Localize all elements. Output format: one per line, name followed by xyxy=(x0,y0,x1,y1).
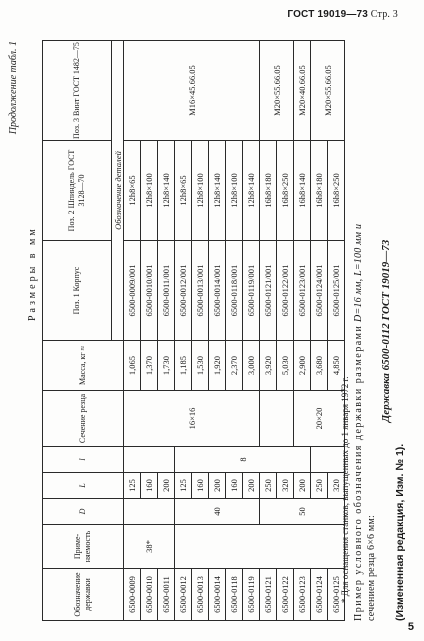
cell-pos3: M20×55.66.05 xyxy=(311,41,345,141)
cell-applicability: 38* xyxy=(124,525,175,569)
cell-pos1: 6500-0123/001 xyxy=(294,241,311,341)
page-header-page: Стр. 3 xyxy=(370,9,398,20)
cell-L: 125 xyxy=(124,473,141,499)
cell-designation: 6500-0010 xyxy=(141,569,158,621)
cell-mass: 1,530 xyxy=(192,341,209,391)
cell-L: 200 xyxy=(294,473,311,499)
cell-pos1: 6500-0125/001 xyxy=(328,241,345,341)
cell-pos2: 16h8×140 xyxy=(294,141,311,241)
cell-section: 20×20 xyxy=(294,391,345,447)
col-header-section: Сечение резца xyxy=(43,391,124,447)
col-header-pos2: Поз. 2 Шпиндель ГОСТ 3128—70 xyxy=(43,141,112,241)
cell-designation: 6500-0009 xyxy=(124,569,141,621)
col-header-l: l xyxy=(43,447,124,473)
cell-pos1: 6500-0118/001 xyxy=(226,241,243,341)
cell-mass: 1,185 xyxy=(175,341,192,391)
cell-pos1: 6500-0009/001 xyxy=(124,241,141,341)
cell-pos3: M16×45.66.05 xyxy=(124,41,260,141)
cell-pos2: 16h8×180 xyxy=(260,141,277,241)
cell-pos2: 16h8×180 xyxy=(311,141,328,241)
cell-mass: 1,920 xyxy=(209,341,226,391)
cell-pos3: M20×55.66.05 xyxy=(260,41,294,141)
cell-D: 50 xyxy=(260,499,345,525)
cell-designation: 6500-0119 xyxy=(243,569,260,621)
cell-pos1: 6500-0014/001 xyxy=(209,241,226,341)
rotated-sheet xyxy=(6,41,416,621)
cell-designation: 6500-0121 xyxy=(260,569,277,621)
cell-pos1: 6500-0119/001 xyxy=(243,241,260,341)
col-header-mass: Масса, кг ≈ xyxy=(43,341,124,391)
cell-mass: 3,680 xyxy=(311,341,328,391)
cell-pos1: 6500-0121/001 xyxy=(260,241,277,341)
cell-L: 200 xyxy=(158,473,175,499)
cell-L: 125 xyxy=(175,473,192,499)
cell-designation: 6500-0123 xyxy=(294,569,311,621)
page-header-gost: ГОСТ 19019—73 xyxy=(287,9,369,20)
example-line2: сечением резца 6×6 мм: xyxy=(366,515,377,621)
cell-pos1: 6500-0011/001 xyxy=(158,241,175,341)
cell-designation: 6500-0013 xyxy=(192,569,209,621)
cell-pos2: 12h8×140 xyxy=(158,141,175,241)
cell-pos1: 6500-0122/001 xyxy=(277,241,294,341)
cell-pos1: 6500-0010/001 xyxy=(141,241,158,341)
cell-pos1: 6500-0013/001 xyxy=(192,241,209,341)
cell-mass: 2,370 xyxy=(226,341,243,391)
col-header-pos3: Поз. 3 Винт ГОСТ 1482—75 xyxy=(43,41,112,141)
example-lead: Пример условного обозначения державки размерами xyxy=(353,324,364,621)
col-header-L: L xyxy=(43,473,124,499)
cell-l: 8 xyxy=(175,447,311,473)
cell-pos2: 12h8×65 xyxy=(124,141,141,241)
cell-designation: 6500-0125 xyxy=(328,569,345,621)
cell-section xyxy=(260,391,294,447)
table-header-row xyxy=(43,41,112,621)
footnote: * Для оснащения станков, выпущенных до 1 января 1972 г. xyxy=(340,376,350,603)
cell-designation: 6500-0124 xyxy=(311,569,328,621)
cell-mass: 1,370 xyxy=(141,341,158,391)
col-header-D: D xyxy=(43,499,124,525)
cell-designation: 6500-0118 xyxy=(226,569,243,621)
cell-mass: 3,000 xyxy=(243,341,260,391)
cell-pos3: M20×40.66.05 xyxy=(294,41,311,141)
cell-L: 160 xyxy=(226,473,243,499)
cell-l xyxy=(124,447,175,473)
sizes-caption: Размеры в мм xyxy=(27,226,38,321)
cell-mass: 2,900 xyxy=(294,341,311,391)
col-header-designation: Обозначение державки xyxy=(43,569,124,621)
cell-section: 16×16 xyxy=(124,391,260,447)
amendment-note: (Измененная редакция, Изм. № 1). xyxy=(394,443,406,621)
cell-pos2: 12h8×100 xyxy=(226,141,243,241)
cell-D xyxy=(124,499,175,525)
cell-D: 40 xyxy=(175,499,260,525)
cell-pos2: 16h8×250 xyxy=(277,141,294,241)
designation-example xyxy=(352,41,378,621)
cell-L: 160 xyxy=(141,473,158,499)
example-dims: D=16 мм, L=100 мм и xyxy=(353,223,364,322)
cell-mass: 5,030 xyxy=(277,341,294,391)
continuation-label: Продолжение табл. 1 xyxy=(8,41,19,135)
example-value: Державка 6500-0112 ГОСТ 19019—73 xyxy=(380,239,392,423)
cell-L: 200 xyxy=(209,473,226,499)
cell-L: 160 xyxy=(192,473,209,499)
cell-mass: 4,850 xyxy=(328,341,345,391)
cell-pos1: 6500-0012/001 xyxy=(175,241,192,341)
cell-L: 200 xyxy=(243,473,260,499)
cell-pos2: 12h8×100 xyxy=(141,141,158,241)
cell-L: 250 xyxy=(260,473,277,499)
cell-pos2: 12h8×140 xyxy=(209,141,226,241)
table-row xyxy=(124,41,141,621)
cell-L: 320 xyxy=(277,473,294,499)
cell-pos2: 16h8×250 xyxy=(328,141,345,241)
col-header-applicability: Приме- няемость xyxy=(43,525,124,569)
cell-pos1: 6500-0124/001 xyxy=(311,241,328,341)
notes-block xyxy=(340,41,406,621)
details-table xyxy=(42,40,345,621)
cell-mass: 1,730 xyxy=(158,341,175,391)
col-header-pos1: Поз. 1 Корпус xyxy=(43,241,112,341)
page-number: 5 xyxy=(407,621,414,633)
cell-pos2: 12h8×100 xyxy=(192,141,209,241)
cell-pos2: 12h8×140 xyxy=(243,141,260,241)
cell-designation: 6500-0014 xyxy=(209,569,226,621)
col-subheader-parts: Обозначение деталей xyxy=(112,41,124,341)
page-header xyxy=(287,9,398,20)
cell-pos2: 12h8×65 xyxy=(175,141,192,241)
cell-designation: 6500-0011 xyxy=(158,569,175,621)
cell-designation: 6500-0122 xyxy=(277,569,294,621)
cell-L: 250 xyxy=(311,473,328,499)
cell-designation: 6500-0012 xyxy=(175,569,192,621)
cell-mass: 1,065 xyxy=(124,341,141,391)
cell-mass: 3,920 xyxy=(260,341,277,391)
cell-applicability xyxy=(175,525,345,569)
cell-L: 320 xyxy=(328,473,345,499)
